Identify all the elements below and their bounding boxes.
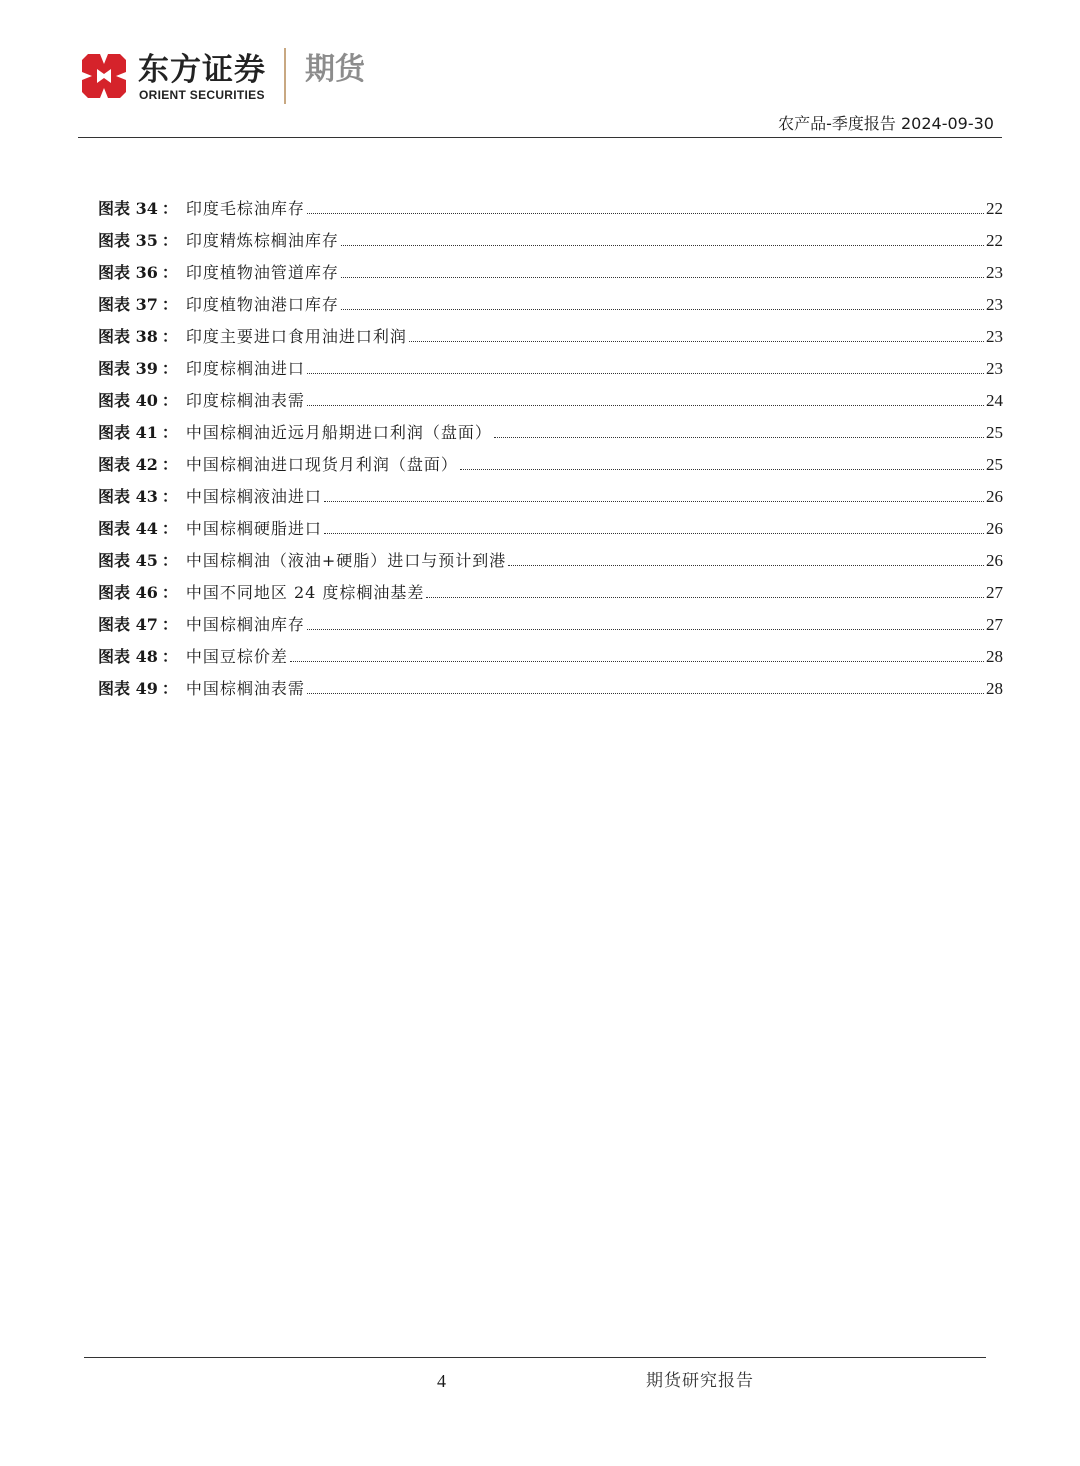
toc-entry-title: 中国豆棕价差 bbox=[185, 647, 288, 666]
toc-leader bbox=[341, 277, 984, 278]
toc-leader bbox=[508, 565, 984, 566]
toc-entry-label: 图表 35 bbox=[98, 231, 158, 250]
toc-entry-label: 图表 43 bbox=[98, 487, 158, 506]
toc-entry-title: 印度毛棕油库存 bbox=[185, 199, 305, 218]
toc-entry-label: 图表 38 bbox=[98, 327, 158, 346]
toc-leader bbox=[324, 533, 984, 534]
toc-entry-separator: ： bbox=[161, 199, 178, 218]
toc-entry-title: 中国不同地区 24 度棕榈油基差 bbox=[185, 583, 425, 602]
toc-entry-separator: ： bbox=[161, 679, 178, 698]
toc-entry-label: 图表 37 bbox=[98, 295, 158, 314]
toc-entry-separator: ： bbox=[161, 551, 178, 570]
header-divider bbox=[78, 137, 1002, 138]
toc-entry[interactable] bbox=[98, 196, 1003, 228]
toc-entry-page: 26 bbox=[986, 519, 1003, 538]
toc-entry-separator: ： bbox=[161, 423, 178, 442]
toc-entry-title: 中国棕榈油近远月船期进口利润（盘面） bbox=[185, 423, 492, 442]
toc-entry-page: 22 bbox=[986, 199, 1003, 218]
toc-entry-page: 23 bbox=[986, 359, 1003, 378]
toc-entry-page: 26 bbox=[986, 487, 1003, 506]
toc-entry-separator: ： bbox=[161, 487, 178, 506]
logo-divider bbox=[284, 48, 286, 104]
toc-leader bbox=[341, 309, 984, 310]
toc-entry-title: 印度精炼棕榈油库存 bbox=[185, 231, 339, 250]
toc-entry-separator: ： bbox=[161, 391, 178, 410]
toc-entry-label: 图表 45 bbox=[98, 551, 158, 570]
toc-entry-title: 印度植物油管道库存 bbox=[185, 263, 339, 282]
toc-leader bbox=[494, 437, 984, 438]
toc-entry-label: 图表 36 bbox=[98, 263, 158, 282]
toc-entry-page: 22 bbox=[986, 231, 1003, 250]
toc-entry-title: 中国棕榈液油进口 bbox=[185, 487, 322, 506]
toc-entry[interactable] bbox=[98, 516, 1003, 548]
toc-entry-separator: ： bbox=[161, 455, 178, 474]
toc-entry-page: 23 bbox=[986, 295, 1003, 314]
toc-entry-title: 中国棕榈硬脂进口 bbox=[185, 519, 322, 538]
toc-entry-title: 印度植物油港口库存 bbox=[185, 295, 339, 314]
toc-entry[interactable] bbox=[98, 388, 1003, 420]
toc-entry-separator: ： bbox=[161, 295, 178, 314]
footer-divider bbox=[84, 1357, 986, 1358]
toc-entry[interactable] bbox=[98, 228, 1003, 260]
toc-leader bbox=[290, 661, 984, 662]
toc-entry-title: 中国棕榈油（液油+硬脂）进口与预计到港 bbox=[185, 551, 507, 570]
toc-entry-page: 27 bbox=[986, 615, 1003, 634]
toc-entry-separator: ： bbox=[161, 231, 178, 250]
toc-leader bbox=[307, 693, 984, 694]
brand-suffix: 期货 bbox=[305, 52, 365, 87]
toc-entry-page: 28 bbox=[986, 647, 1003, 666]
toc-entry[interactable] bbox=[98, 356, 1003, 388]
toc-entry-label: 图表 48 bbox=[98, 647, 158, 666]
report-title: 农产品-季度报告 2024-09-30 bbox=[778, 114, 994, 133]
toc-entry-label: 图表 44 bbox=[98, 519, 158, 538]
toc-entry-page: 25 bbox=[986, 423, 1003, 442]
toc-leader bbox=[307, 405, 984, 406]
toc-entry[interactable] bbox=[98, 420, 1003, 452]
toc-entry-separator: ： bbox=[161, 647, 178, 666]
toc-entry-separator: ： bbox=[161, 615, 178, 634]
toc-entry-page: 23 bbox=[986, 327, 1003, 346]
toc-entry-separator: ： bbox=[161, 327, 178, 346]
toc-entry-title: 中国棕榈油进口现货月利润（盘面） bbox=[185, 455, 458, 474]
page-number: 4 bbox=[437, 1371, 446, 1391]
toc-entry-label: 图表 42 bbox=[98, 455, 158, 474]
toc-entry[interactable] bbox=[98, 324, 1003, 356]
toc-entry-title: 印度主要进口食用油进口利润 bbox=[185, 327, 407, 346]
toc-entry[interactable] bbox=[98, 548, 1003, 580]
toc-entry-separator: ： bbox=[161, 519, 178, 538]
toc-leader bbox=[307, 213, 984, 214]
toc-entry-page: 28 bbox=[986, 679, 1003, 698]
page-header bbox=[0, 0, 1080, 140]
toc-entry-title: 印度棕榈油表需 bbox=[185, 391, 305, 410]
orient-securities-logo-icon bbox=[76, 48, 132, 104]
toc-entry[interactable] bbox=[98, 292, 1003, 324]
toc-entry-page: 25 bbox=[986, 455, 1003, 474]
toc-leader bbox=[307, 373, 984, 374]
toc-entry-label: 图表 34 bbox=[98, 199, 158, 218]
toc-entry-page: 23 bbox=[986, 263, 1003, 282]
toc-entry-label: 图表 49 bbox=[98, 679, 158, 698]
brand-name-cn: 东方证券 bbox=[138, 52, 266, 88]
toc-entry-label: 图表 46 bbox=[98, 583, 158, 602]
toc-entry[interactable] bbox=[98, 484, 1003, 516]
toc-leader bbox=[324, 501, 984, 502]
toc-entry-label: 图表 40 bbox=[98, 391, 158, 410]
toc-entry-page: 26 bbox=[986, 551, 1003, 570]
toc-entry-label: 图表 41 bbox=[98, 423, 158, 442]
toc-entry-label: 图表 39 bbox=[98, 359, 158, 378]
toc-entry[interactable] bbox=[98, 612, 1003, 644]
toc-entry-separator: ： bbox=[161, 359, 178, 378]
brand-name-en: ORIENT SECURITIES bbox=[139, 88, 265, 102]
toc-entry[interactable] bbox=[98, 452, 1003, 484]
toc-leader bbox=[409, 341, 984, 342]
toc-entry-separator: ： bbox=[161, 583, 178, 602]
toc-entry[interactable] bbox=[98, 644, 1003, 676]
toc-entry-page: 24 bbox=[986, 391, 1003, 410]
toc-entry-title: 印度棕榈油进口 bbox=[185, 359, 305, 378]
toc-entry-title: 中国棕榈油库存 bbox=[185, 615, 305, 634]
toc-entry[interactable] bbox=[98, 580, 1003, 612]
toc-leader bbox=[341, 245, 984, 246]
toc-entry[interactable] bbox=[98, 260, 1003, 292]
toc-entry-title: 中国棕榈油表需 bbox=[185, 679, 305, 698]
toc-leader bbox=[460, 469, 984, 470]
footer-label: 期货研究报告 bbox=[646, 1371, 754, 1391]
toc-entry-label: 图表 47 bbox=[98, 615, 158, 634]
toc-entry[interactable] bbox=[98, 676, 1003, 708]
toc-entry-separator: ： bbox=[161, 263, 178, 282]
toc-leader bbox=[426, 597, 984, 598]
toc-entry-page: 27 bbox=[986, 583, 1003, 602]
figure-index bbox=[98, 196, 1003, 708]
toc-leader bbox=[307, 629, 984, 630]
